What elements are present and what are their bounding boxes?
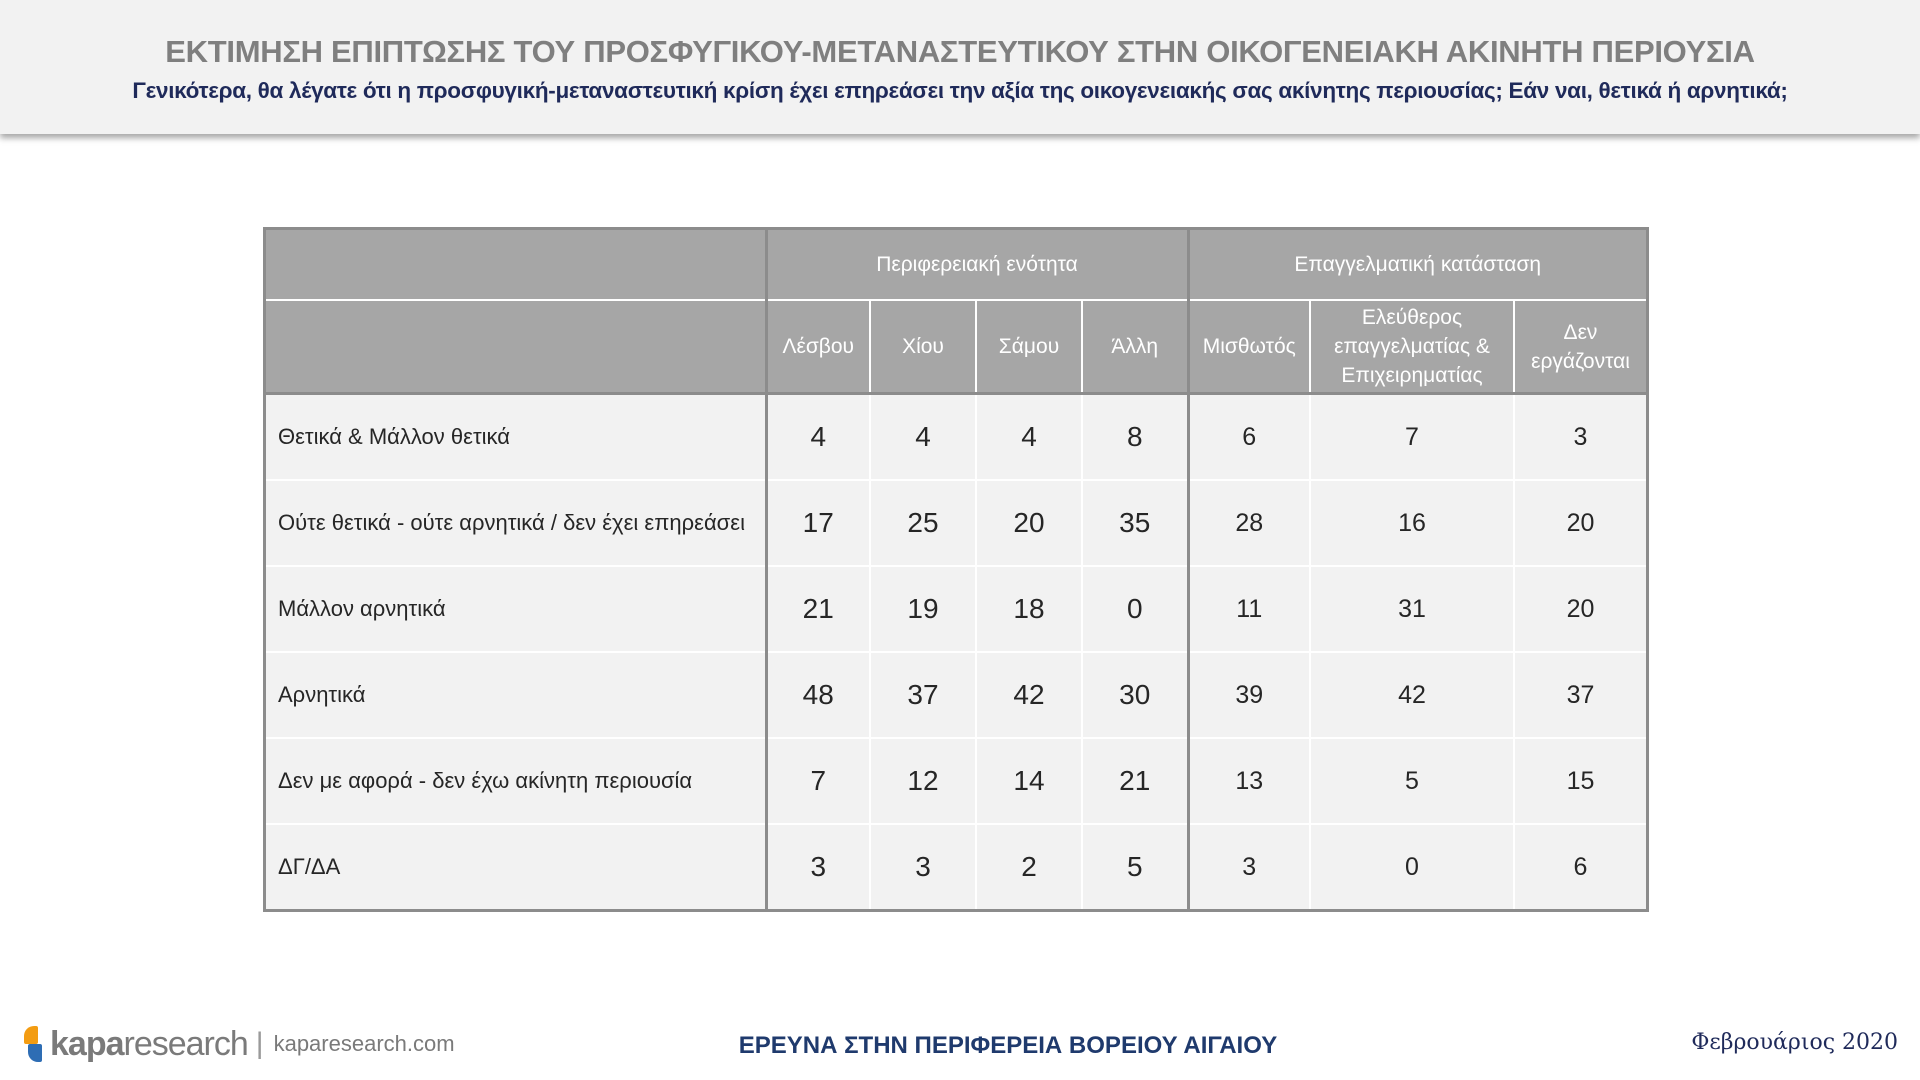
table-cell-value: 6 (1188, 394, 1310, 481)
col-header-other: Άλλη (1082, 300, 1188, 394)
table-row (266, 738, 1646, 824)
logo-divider: | (255, 1027, 264, 1060)
group-header-region: Περιφερειακή ενότητα (766, 230, 1188, 300)
table-cell-value: 3 (1188, 824, 1310, 909)
table-cell-value: 28 (1188, 480, 1310, 566)
table-cell-value: 7 (1310, 394, 1514, 481)
column-group-row (266, 230, 1646, 300)
table-row (266, 394, 1646, 481)
table-cell-value: 48 (766, 652, 870, 738)
table-cell-value: 8 (1082, 394, 1188, 481)
col-header-not-working: Δεν εργάζονται (1514, 300, 1646, 394)
table-cell-value: 5 (1082, 824, 1188, 909)
table-cell-value: 0 (1082, 566, 1188, 652)
table-row (266, 480, 1646, 566)
footer-url: kaparesearch.com (273, 1031, 455, 1056)
results-table (266, 230, 1646, 909)
corner-cell-sub (266, 300, 766, 394)
table-cell-value: 4 (976, 394, 1082, 481)
col-header-self-employed: Ελεύθερος επαγγελματίας & Επιχειρηματίας (1310, 300, 1514, 394)
table-cell-value: 21 (1082, 738, 1188, 824)
table-cell-value: 39 (1188, 652, 1310, 738)
table-cell-value: 20 (1514, 566, 1646, 652)
col-header-employee: Μισθωτός (1188, 300, 1310, 394)
table-cell-value: 20 (976, 480, 1082, 566)
table-cell-value: 7 (766, 738, 870, 824)
col-header-chios: Χίου (870, 300, 976, 394)
row-label: Αρνητικά (266, 652, 766, 738)
column-header-row (266, 300, 1646, 394)
table-cell-value: 6 (1514, 824, 1646, 909)
table-cell-value: 4 (766, 394, 870, 481)
table-cell-value: 2 (976, 824, 1082, 909)
table-cell-value: 30 (1082, 652, 1188, 738)
table-cell-value: 35 (1082, 480, 1188, 566)
slide-title: ΕΚΤΙΜΗΣΗ ΕΠΙΠΤΩΣΗΣ ΤΟΥ ΠΡΟΣΦΥΓΙΚΟΥ-ΜΕΤΑΝΑΣΤΕΥΤΙΚΟΥ ΣΤΗΝ ΟΙΚΟΓΕΝΕΙΑΚΗ ΑΚΙΝΗΤΗ ΠΕΡΙΟΥΣΙΑ (165, 34, 1755, 69)
row-label: Δεν με αφορά - δεν έχω ακίνητη περιουσία (266, 738, 766, 824)
group-header-employment: Επαγγελματική κατάσταση (1188, 230, 1646, 300)
slide-header (0, 0, 1920, 134)
logo-text-kapa: kapa (50, 1024, 124, 1063)
row-label: Θετικά & Μάλλον θετικά (266, 394, 766, 481)
table-cell-value: 31 (1310, 566, 1514, 652)
table-cell-value: 42 (1310, 652, 1514, 738)
logo-text-research: research (123, 1024, 248, 1063)
table-cell-value: 21 (766, 566, 870, 652)
table-cell-value: 4 (870, 394, 976, 481)
table-cell-value: 14 (976, 738, 1082, 824)
table-cell-value: 3 (870, 824, 976, 909)
results-table-frame (263, 227, 1649, 912)
table-cell-value: 12 (870, 738, 976, 824)
table-cell-value: 11 (1188, 566, 1310, 652)
table-cell-value: 37 (870, 652, 976, 738)
table-cell-value: 15 (1514, 738, 1646, 824)
row-label: Ούτε θετικά - ούτε αρνητικά / δεν έχει επηρεάσει (266, 480, 766, 566)
table-cell-value: 5 (1310, 738, 1514, 824)
table-cell-value: 0 (1310, 824, 1514, 909)
table-cell-value: 19 (870, 566, 976, 652)
row-label: Μάλλον αρνητικά (266, 566, 766, 652)
table-cell-value: 42 (976, 652, 1082, 738)
table-cell-value: 16 (1310, 480, 1514, 566)
row-label: ΔΓ/ΔΑ (266, 824, 766, 909)
table-body (266, 394, 1646, 910)
col-header-lesvos: Λέσβου (766, 300, 870, 394)
table-cell-value: 17 (766, 480, 870, 566)
table-cell-value: 3 (1514, 394, 1646, 481)
table-row (266, 566, 1646, 652)
slide-subtitle: Γενικότερα, θα λέγατε ότι η προσφυγική-μεταναστευτική κρίση έχει επηρεάσει την αξία της οικογενειακής σας ακίνητης περιουσίας; Εάν ναι, θετικά ή αρνητικά; (132, 78, 1788, 103)
table-cell-value: 3 (766, 824, 870, 909)
col-header-samos: Σάμου (976, 300, 1082, 394)
table-cell-value: 18 (976, 566, 1082, 652)
table-cell-value: 20 (1514, 480, 1646, 566)
table-row (266, 652, 1646, 738)
footer-date: Φεβρουάριος 2020 (1691, 1030, 1898, 1055)
footer-survey-title: ΕΡΕΥΝΑ ΣΤΗΝ ΠΕΡΙΦΕΡΕΙΑ ΒΟΡΕΙΟΥ ΑΙΓΑΙΟΥ (738, 1032, 1278, 1059)
table-cell-value: 13 (1188, 738, 1310, 824)
corner-cell (266, 230, 766, 300)
table-cell-value: 37 (1514, 652, 1646, 738)
table-row (266, 824, 1646, 909)
table-cell-value: 25 (870, 480, 976, 566)
